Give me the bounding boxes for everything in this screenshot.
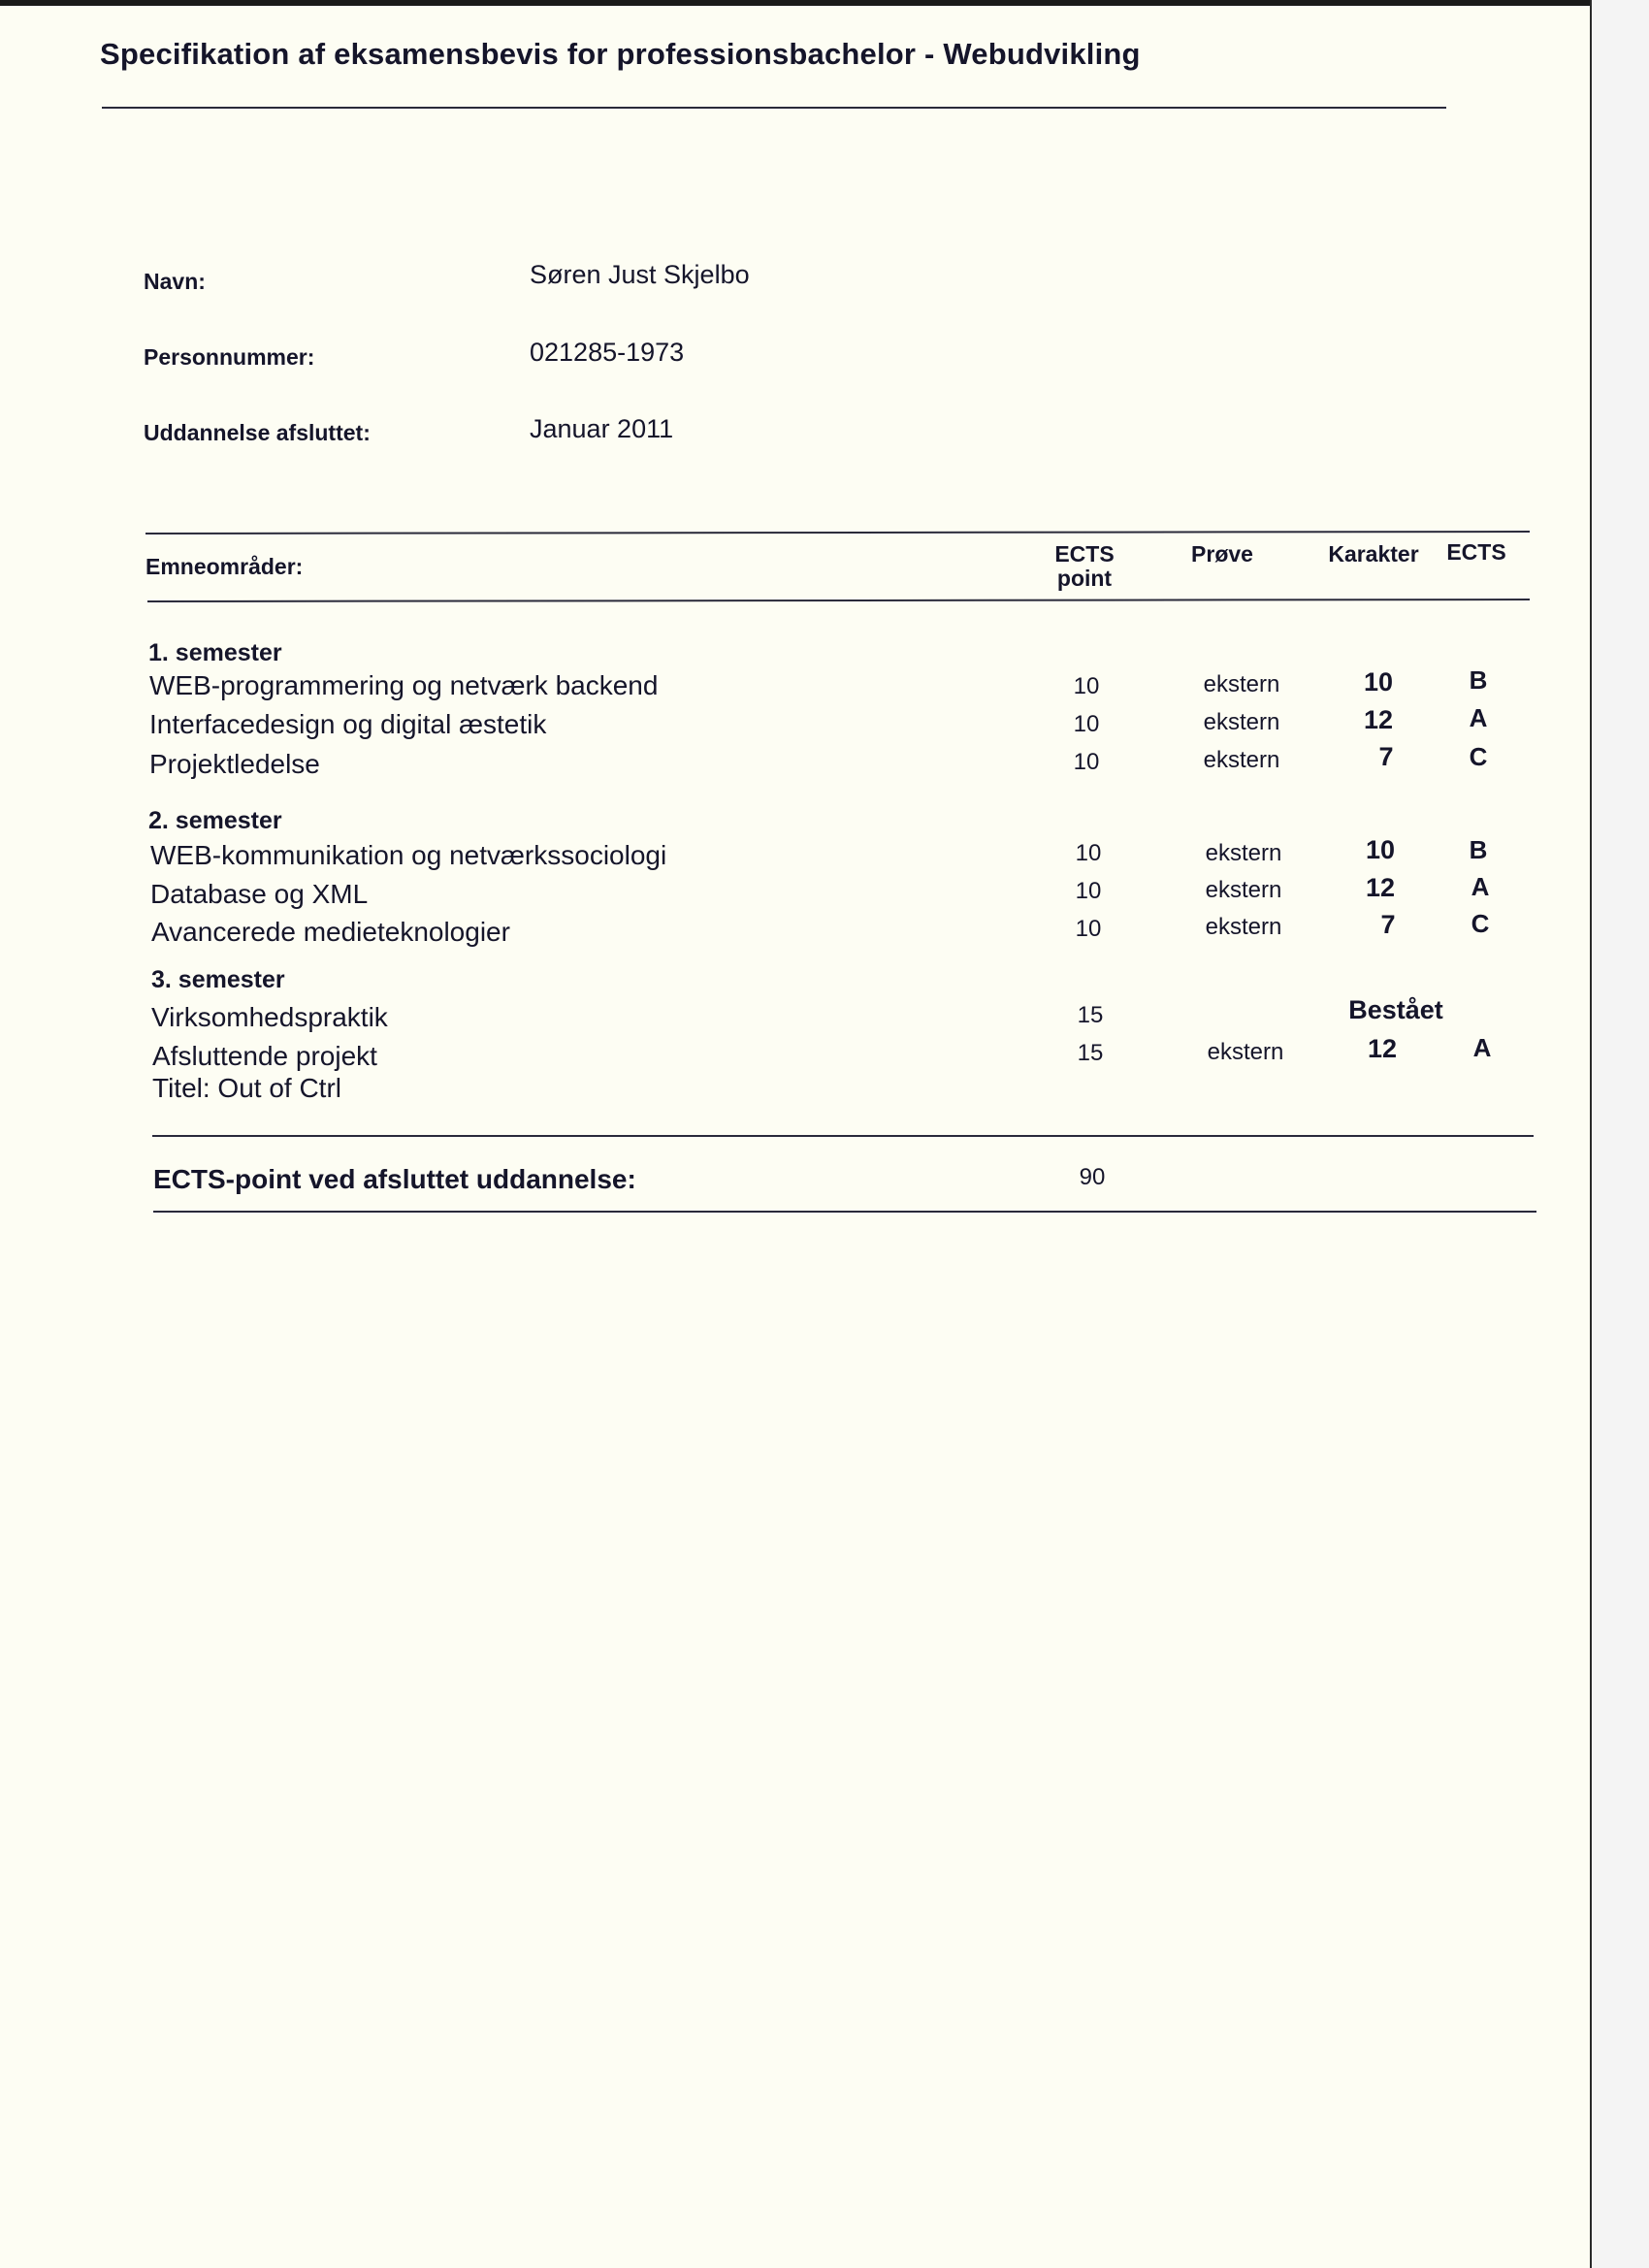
course-ects: 10 [1075,840,1102,866]
course-name: Projektledelse [149,749,320,779]
course-grade: 12 [1365,873,1396,902]
title-rule [102,107,1446,109]
course-ects: 10 [1075,916,1102,942]
course-grade: 12 [1367,1034,1398,1063]
course-ects-grade: B [1469,835,1488,864]
course-name: WEB-programmering og netværk backend [149,670,659,700]
table-header-rule [147,599,1530,602]
course-grade: 7 [1378,742,1394,771]
course-exam: ekstern [1205,840,1282,866]
table-top-rule [146,531,1530,535]
header-subject: Emneområder: [146,554,304,579]
course-name: Database og XML [150,879,369,909]
course-grade: Bestået [1348,995,1443,1024]
header-ects-grade: ECTS [1446,539,1506,565]
document-title: Specifikation af eksamensbevis for professionsbachelor - Webudvikling [100,37,1141,71]
total-top-rule [152,1135,1534,1137]
course-exam: ekstern [1203,671,1280,697]
course-grade: 10 [1363,667,1394,697]
header-exam: Prøve [1191,541,1253,567]
completed-value: Januar 2011 [530,414,674,443]
header-grade: Karakter [1328,541,1419,567]
cpr-value: 021285-1973 [530,338,685,367]
course-ects: 10 [1073,749,1100,775]
course-grade: 12 [1363,705,1394,734]
course-ects: 10 [1073,711,1100,737]
course-ects: 10 [1075,878,1102,904]
course-name: Virksomhedspraktik [151,1002,388,1032]
semester-label: 2. semester [148,807,282,834]
course-exam: ekstern [1203,709,1280,735]
course-ects: 15 [1077,1002,1104,1028]
course-ects: 15 [1077,1040,1104,1066]
course-exam: ekstern [1203,747,1280,773]
course-ects-grade: C [1469,742,1488,771]
course-name: Afsluttende projekt [152,1041,377,1071]
course-ects-grade: A [1472,1033,1492,1062]
course-ects: 10 [1073,673,1100,699]
course-exam: ekstern [1205,914,1282,940]
scan-top-edge [0,0,1649,6]
course-ects-grade: B [1469,665,1488,695]
course-subtitle: Titel: Out of Ctrl [152,1073,342,1103]
name-value: Søren Just Skjelbo [530,260,750,289]
course-name: Avancerede medieteknologier [151,917,510,947]
header-ects-point-line2: point [1056,566,1113,591]
total-ects-value: 90 [1079,1164,1106,1190]
cpr-label: Personnummer: [144,344,315,370]
course-exam: ekstern [1207,1039,1284,1065]
total-bottom-rule [153,1211,1536,1213]
course-name: WEB-kommunikation og netværkssociologi [150,840,667,870]
course-grade: 7 [1380,910,1396,939]
name-label: Navn: [144,269,206,294]
header-ects-point [1041,542,1128,591]
header-ects-point-line1: ECTS [1054,541,1115,567]
semester-label: 3. semester [151,966,285,993]
completed-label: Uddannelse afsluttet: [144,420,371,445]
course-exam: ekstern [1205,877,1282,903]
semester-label: 1. semester [148,639,282,666]
course-ects-grade: A [1469,703,1488,732]
course-grade: 10 [1365,835,1396,864]
course-ects-grade: A [1471,872,1490,901]
course-name: Interfacedesign og digital æstetik [149,709,547,739]
total-ects-label: ECTS-point ved afsluttet uddannelse: [153,1164,636,1194]
course-ects-grade: C [1471,909,1490,938]
scan-right-margin [1592,0,1649,2268]
